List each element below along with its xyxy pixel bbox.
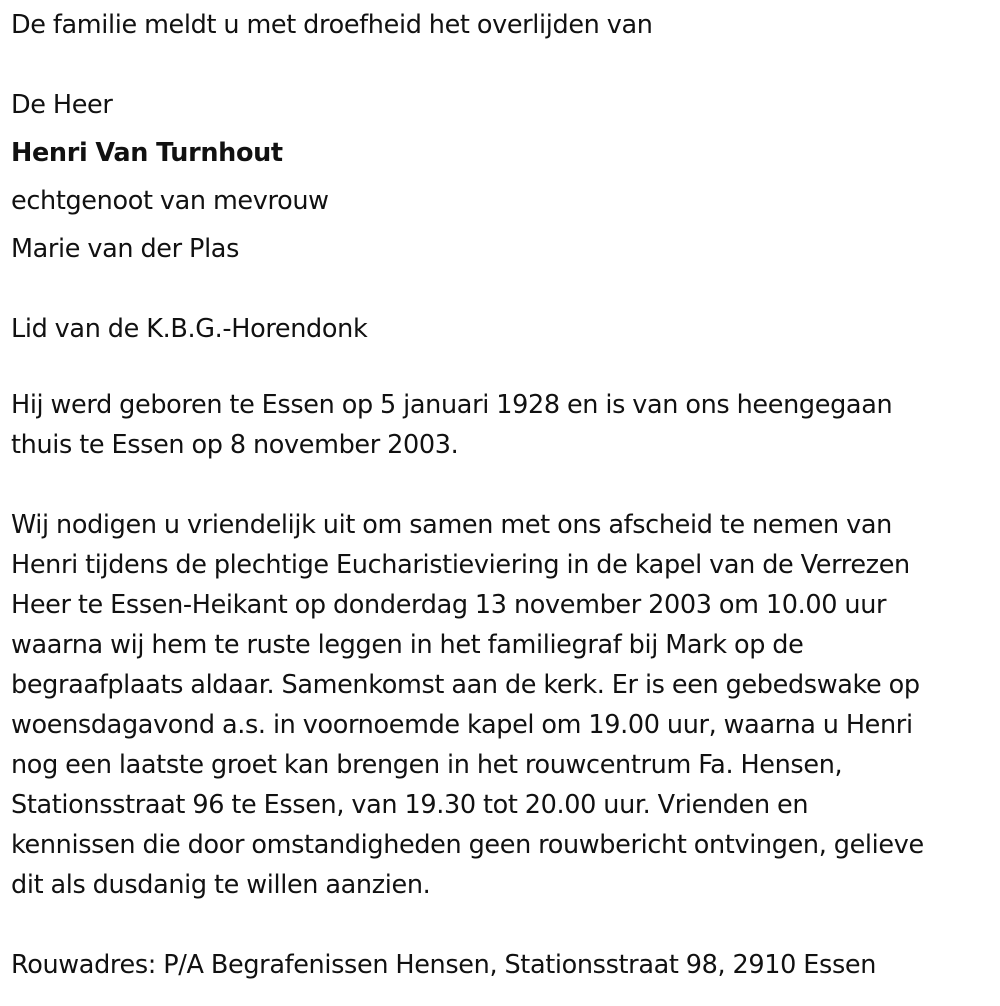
paragraph-line: kennissen die door omstandigheden geen rouwbericht ontvingen, gelieve — [11, 830, 924, 860]
spacer — [11, 353, 996, 385]
paragraph-line: Stationsstraat 96 te Essen, van 19.30 tot 20.00 uur. Vrienden en — [11, 790, 809, 820]
paragraph-line: nog een laatste groet kan brengen in het rouwcentrum Fa. Hensen, — [11, 750, 843, 780]
honorific: De Heer — [11, 90, 113, 120]
birth-death-paragraph — [11, 385, 996, 465]
spouse-prefix: echtgenoot van mevrouw — [11, 186, 329, 216]
death-notice — [11, 0, 996, 985]
paragraph-line: Hij werd geboren te Essen op 5 januari 1928 en is van ons heengegaan — [11, 390, 893, 420]
paragraph-line: woensdagavond a.s. in voornoemde kapel om 19.00 uur, waarna u Henri — [11, 710, 913, 740]
spacer — [11, 273, 996, 305]
spacer — [11, 465, 996, 505]
mourning-address: Rouwadres: P/A Begrafenissen Hensen, Stationsstraat 98, 2910 Essen — [11, 950, 877, 980]
paragraph-line: Henri tijdens de plechtige Eucharistieviering in de kapel van de Verrezen — [11, 550, 910, 580]
intro-text: De familie meldt u met droefheid het overlijden van — [11, 10, 653, 40]
paragraph-line: Heer te Essen-Heikant op donderdag 13 november 2003 om 10.00 uur — [11, 590, 887, 620]
spacer — [11, 49, 996, 81]
deceased-name: Henri Van Turnhout — [11, 138, 283, 168]
paragraph-line: waarna wij hem te ruste leggen in het familiegraf bij Mark op de — [11, 630, 804, 660]
ceremony-paragraph — [11, 505, 996, 905]
paragraph-line: thuis te Essen op 8 november 2003. — [11, 430, 459, 460]
paragraph-line: dit als dusdanig te willen aanzien. — [11, 870, 431, 900]
membership-text: Lid van de K.B.G.-Horendonk — [11, 314, 368, 344]
paragraph-line: Wij nodigen u vriendelijk uit om samen met ons afscheid te nemen van — [11, 510, 892, 540]
spouse-name: Marie van der Plas — [11, 234, 240, 264]
paragraph-line: begraafplaats aldaar. Samenkomst aan de kerk. Er is een gebedswake op — [11, 670, 920, 700]
spacer — [11, 905, 996, 945]
